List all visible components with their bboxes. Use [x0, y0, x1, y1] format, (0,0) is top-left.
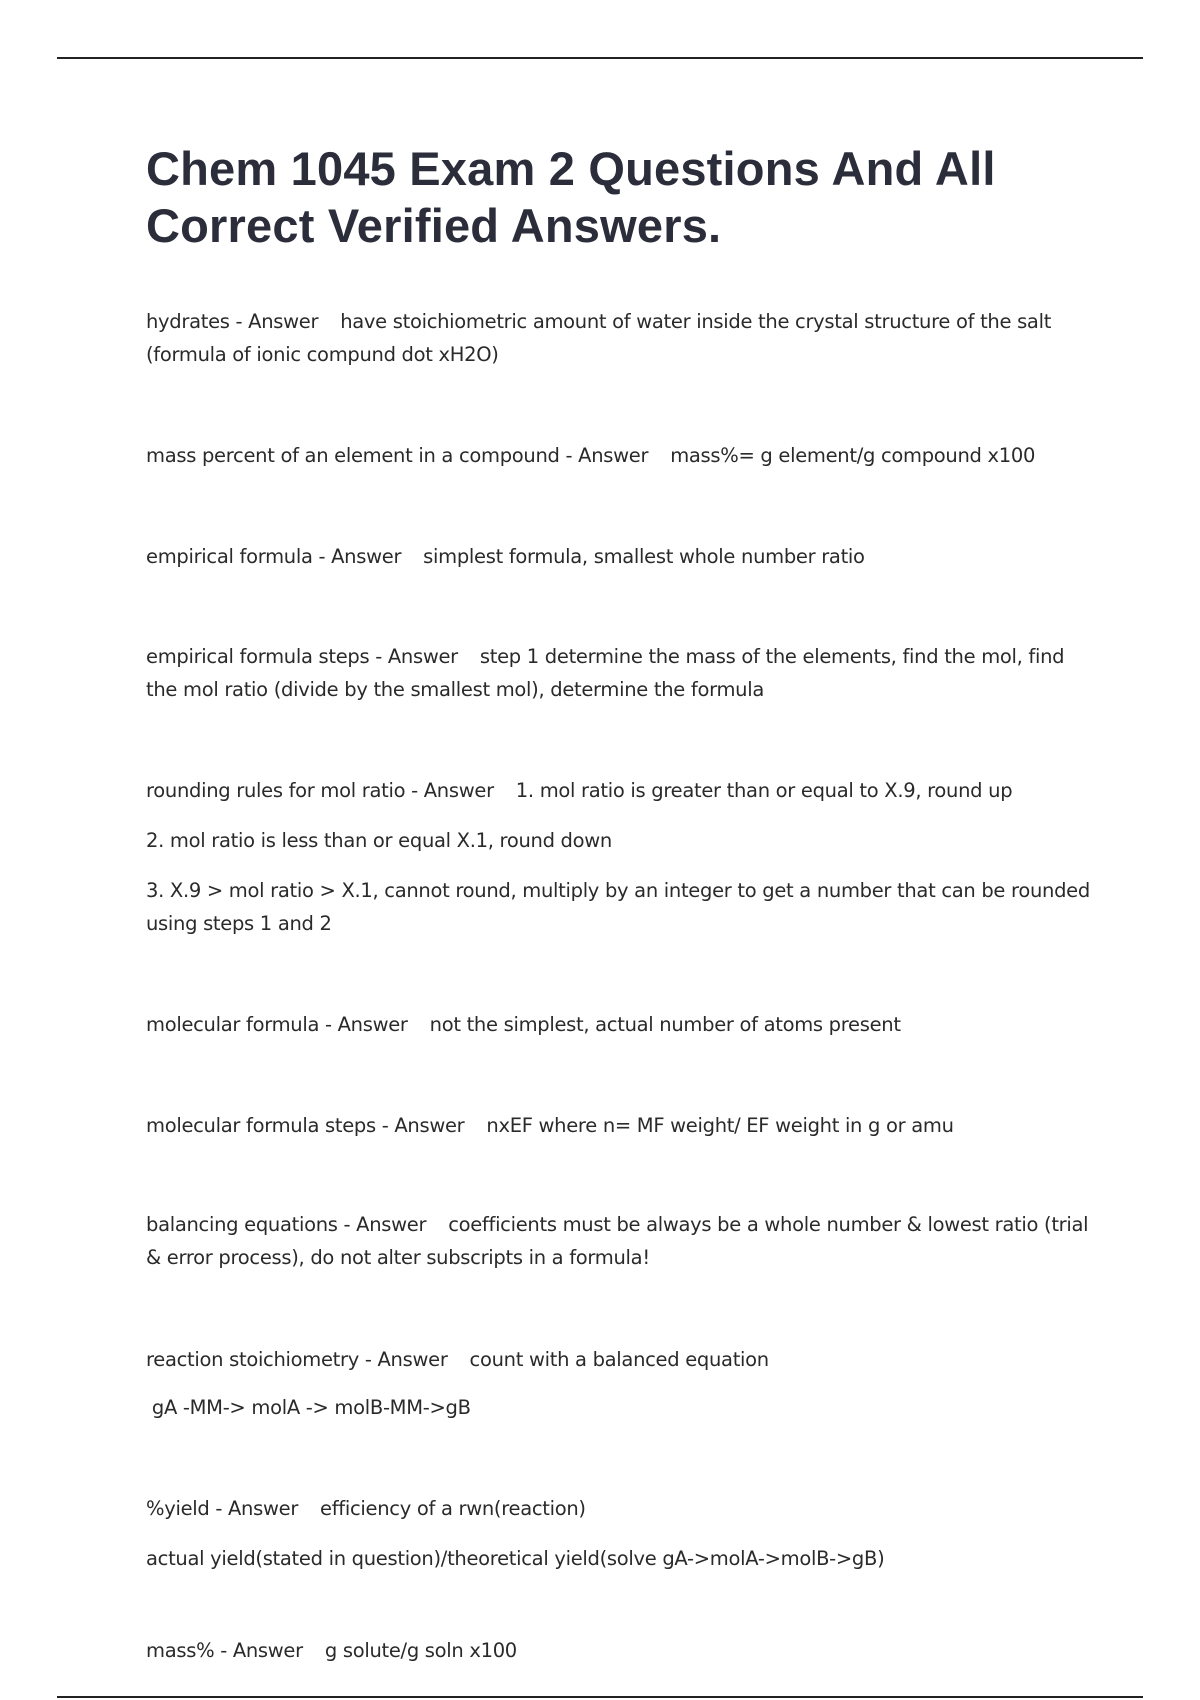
- entry-answer: count with a balanced equation: [469, 1348, 769, 1371]
- document-title: Chem 1045 Exam 2 Questions And All Correct Verified Answers.: [146, 142, 996, 252]
- entry-term: empirical formula - Answer: [146, 545, 402, 568]
- entry-answer: have stoichiometric amount of water inside the crystal structure of the salt (formula of ionic compund dot xH2O): [146, 310, 1052, 366]
- entry-answer: nxEF where n= MF weight/ EF weight in g or amu: [486, 1114, 954, 1137]
- entry-answer: simplest formula, smallest whole number ratio: [423, 545, 865, 568]
- qa-entry-reaction-stoichiometry: [146, 1343, 1096, 1424]
- qa-entry-hydrates: [146, 305, 1096, 371]
- entry-term: reaction stoichiometry - Answer: [146, 1348, 448, 1371]
- entry-term: molecular formula - Answer: [146, 1013, 408, 1036]
- bottom-rule: [57, 1696, 1143, 1698]
- document-page: [146, 140, 1096, 1662]
- entry-answer: coefficients must be always be a whole number & lowest ratio (trial & error process), do not alter subscripts in a formula!: [146, 1213, 1089, 1269]
- entry-term: balancing equations - Answer: [146, 1213, 427, 1236]
- top-rule: [57, 57, 1143, 59]
- entry-answer: not the simplest, actual number of atoms present: [429, 1013, 901, 1036]
- entry-answer-line: gA -MM-> molA -> molB-MM->gB: [146, 1396, 471, 1419]
- entry-answer: step 1 determine the mass of the elements, find the mol, find the mol ratio (divide by the smallest mol), determine the formula: [146, 645, 1065, 701]
- entry-answer-line: 3. X.9 > mol ratio > X.1, cannot round, multiply by an integer to get a number that can be rounded using steps 1 and 2: [146, 879, 1090, 935]
- entry-answer: efficiency of a rwn(reaction): [320, 1497, 586, 1520]
- qa-entry-mass-percent-solution: [146, 1634, 1096, 1667]
- qa-entry-mass-percent: [146, 439, 1096, 472]
- entry-term: mass percent of an element in a compound - Answer: [146, 444, 649, 467]
- qa-entry-molecular-formula-steps: [146, 1109, 1096, 1142]
- entry-term: mass% - Answer: [146, 1639, 303, 1662]
- entry-answer: mass%= g element/g compound x100: [670, 444, 1036, 467]
- entry-term: rounding rules for mol ratio - Answer: [146, 779, 494, 802]
- entry-term: %yield - Answer: [146, 1497, 299, 1520]
- entry-term: hydrates - Answer: [146, 310, 319, 333]
- qa-entry-balancing-equations: [146, 1208, 1096, 1274]
- entry-term: molecular formula steps - Answer: [146, 1114, 465, 1137]
- qa-entry-empirical-formula-steps: [146, 640, 1096, 706]
- entry-term: empirical formula steps - Answer: [146, 645, 458, 668]
- entry-answer-line: 2. mol ratio is less than or equal X.1, round down: [146, 829, 612, 852]
- qa-entry-molecular-formula: [146, 1008, 1096, 1041]
- qa-entry-rounding-rules: [146, 774, 1096, 940]
- qa-entry-percent-yield: [146, 1492, 1096, 1575]
- entry-answer: 1. mol ratio is greater than or equal to X.9, round up: [515, 779, 1013, 802]
- entry-answer: g solute/g soln x100: [324, 1639, 517, 1662]
- qa-entry-empirical-formula: [146, 540, 1096, 573]
- entry-answer-line: actual yield(stated in question)/theoretical yield(solve gA->molA->molB->gB): [146, 1547, 885, 1570]
